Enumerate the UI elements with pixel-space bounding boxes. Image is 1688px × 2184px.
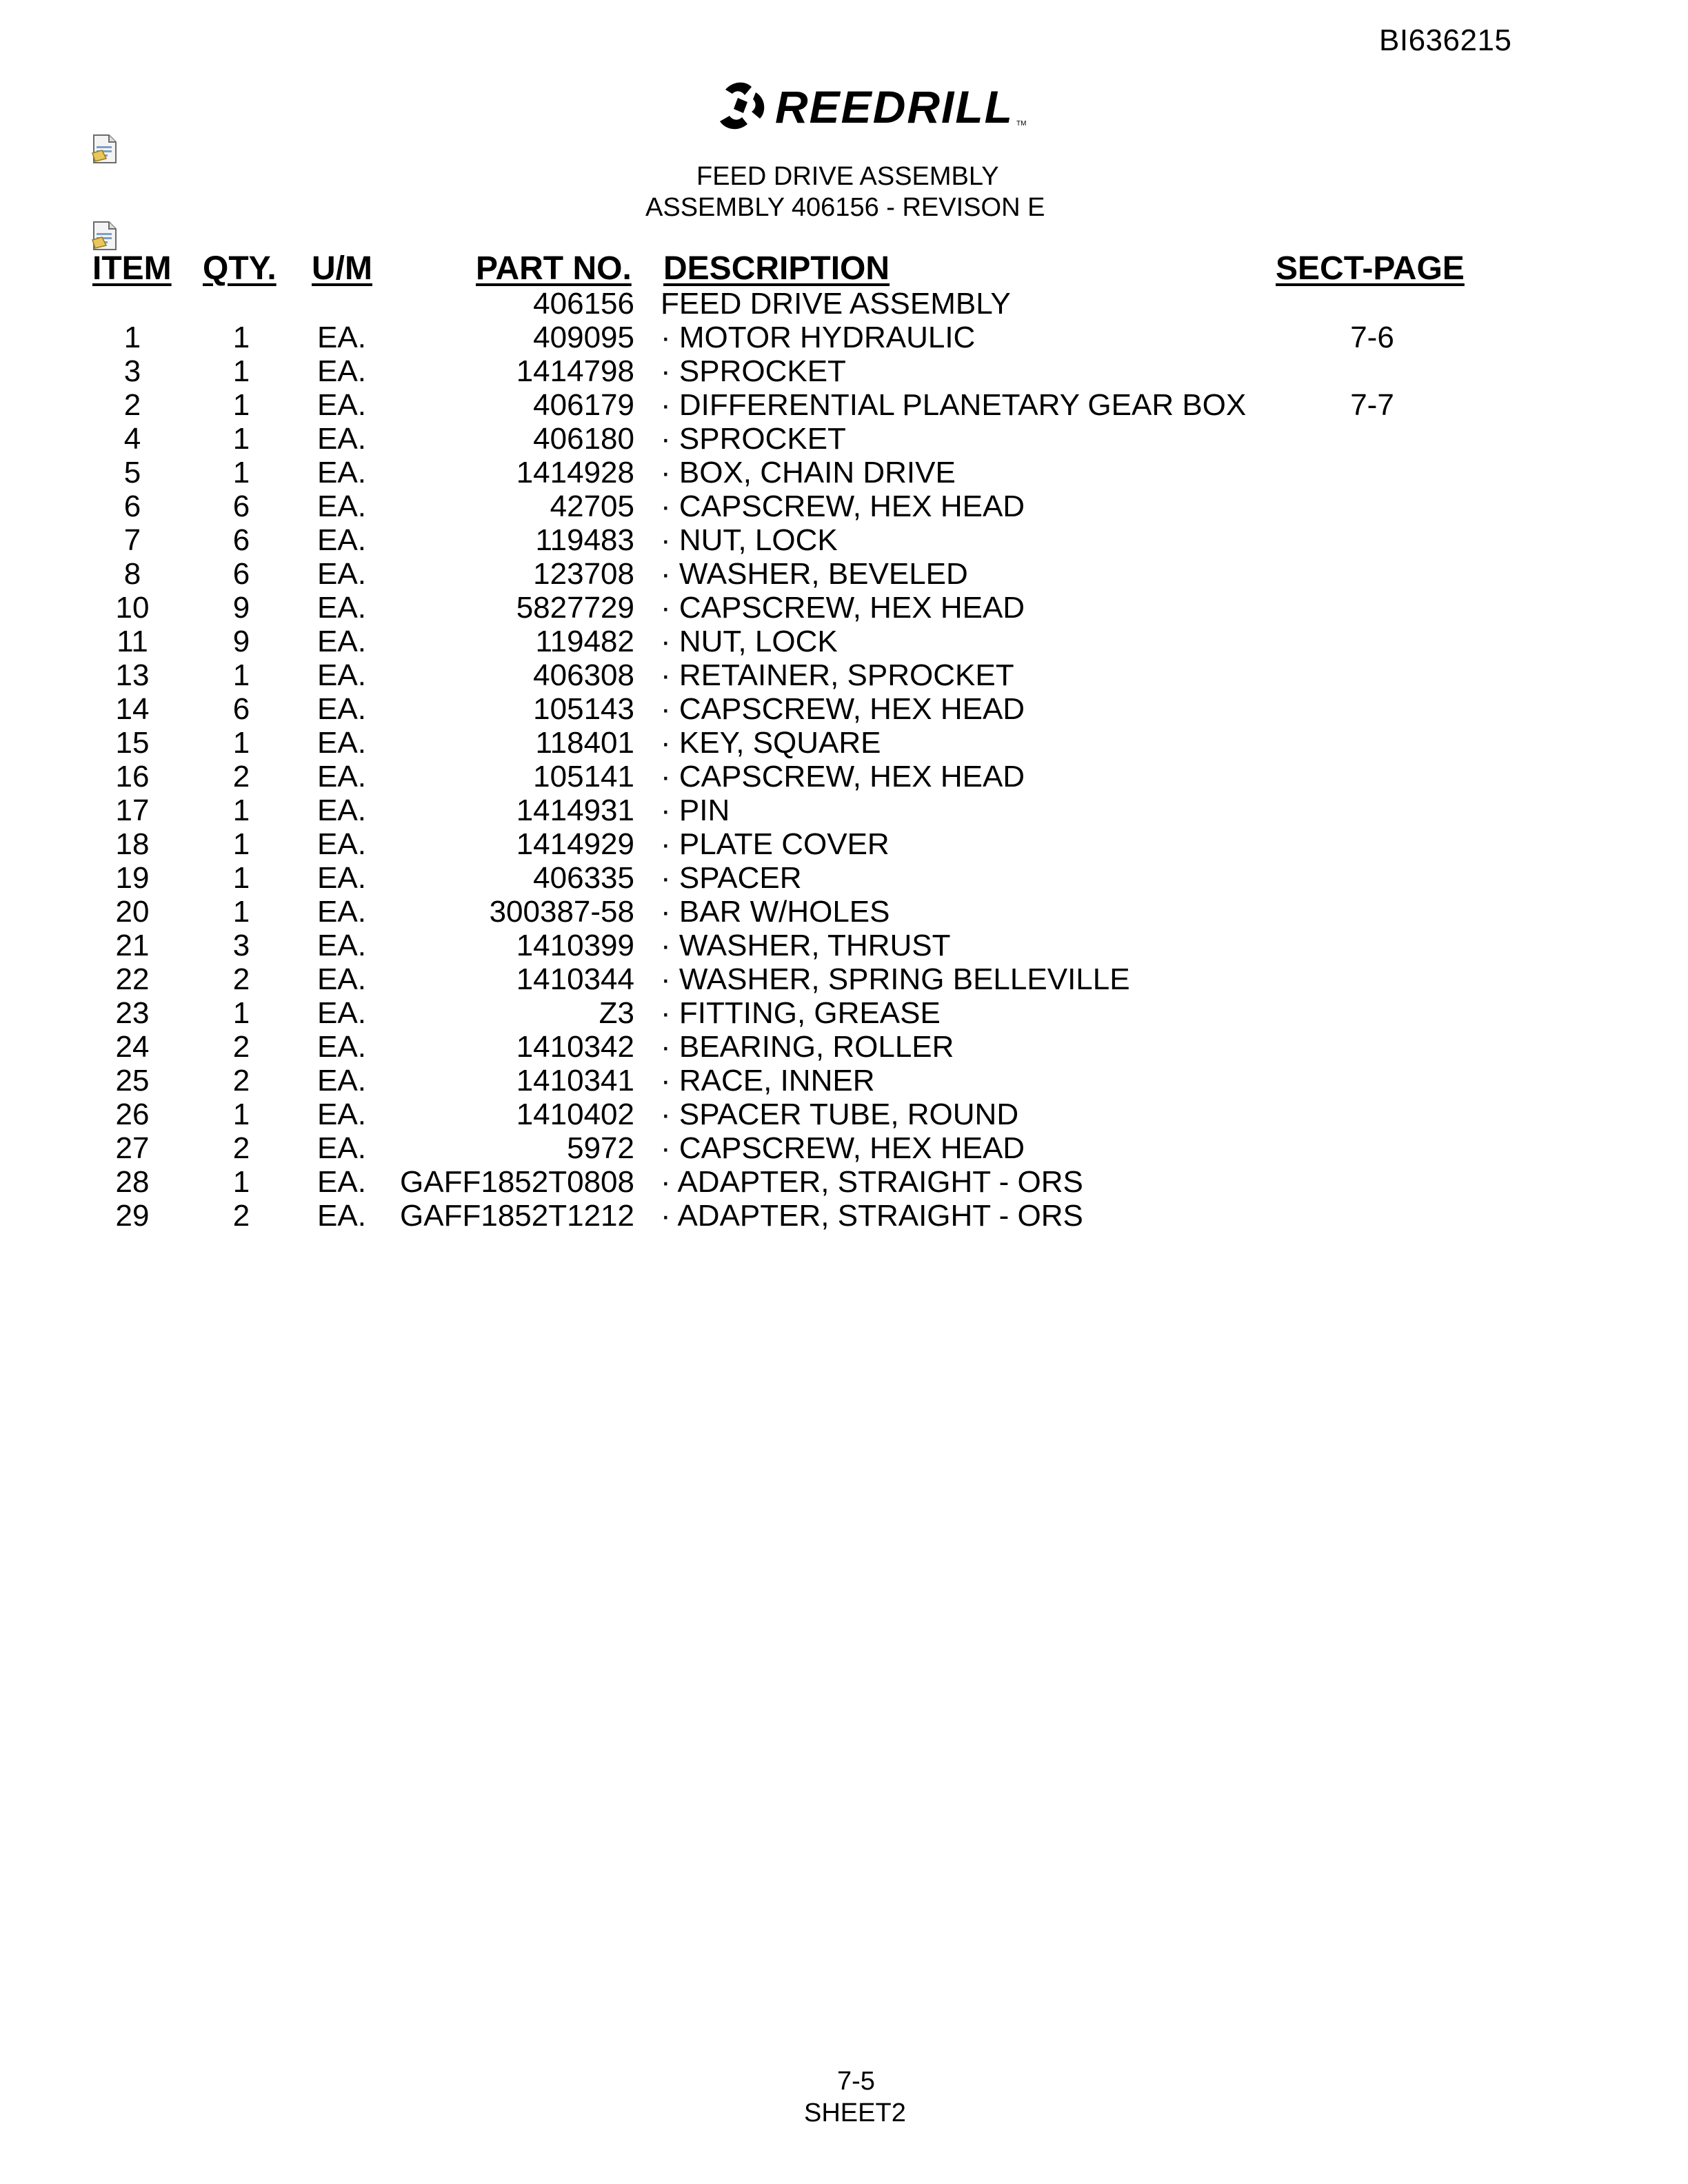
part-number: 1410341 — [516, 1064, 634, 1098]
part-description: · BAR W/HOLES — [661, 895, 890, 929]
table-row — [0, 422, 1688, 456]
quantity: 1 — [232, 321, 250, 354]
header-description: DESCRIPTION — [663, 250, 890, 287]
trademark-mark: TM — [1016, 120, 1027, 128]
table-row — [0, 1165, 1688, 1199]
part-number: 1414928 — [516, 456, 634, 489]
unit-of-measure: EA. — [317, 557, 366, 591]
unit-of-measure: EA. — [317, 929, 366, 962]
table-row — [0, 321, 1688, 354]
part-number: 119482 — [535, 625, 634, 658]
item-number: 3 — [123, 354, 141, 388]
part-number: 406335 — [533, 861, 634, 895]
part-number: 118401 — [535, 726, 634, 760]
table-row — [0, 1098, 1688, 1131]
part-description: · PIN — [661, 793, 730, 827]
unit-of-measure: EA. — [317, 489, 366, 523]
quantity: 1 — [232, 456, 250, 489]
part-description: · SPACER — [661, 861, 802, 895]
part-description: FEED DRIVE ASSEMBLY — [661, 287, 1011, 321]
quantity: 3 — [232, 929, 250, 962]
part-number: 1414929 — [516, 827, 634, 861]
item-number: 18 — [115, 827, 150, 861]
unit-of-measure: EA. — [317, 996, 366, 1030]
quantity: 6 — [232, 489, 250, 523]
quantity: 2 — [232, 1064, 250, 1098]
quantity: 1 — [232, 422, 250, 456]
part-description: · NUT, LOCK — [661, 625, 838, 658]
part-description: · SPACER TUBE, ROUND — [661, 1098, 1019, 1131]
unit-of-measure: EA. — [317, 793, 366, 827]
item-number: 7 — [123, 523, 141, 557]
quantity: 1 — [232, 793, 250, 827]
part-description: · CAPSCREW, HEX HEAD — [661, 692, 1025, 726]
quantity: 2 — [232, 760, 250, 793]
page-footer — [0, 2065, 1688, 2129]
part-description: · RACE, INNER — [661, 1064, 875, 1098]
table-header — [0, 250, 1688, 290]
unit-of-measure: EA. — [317, 523, 366, 557]
sheet-label: SHEET2 — [804, 2099, 906, 2127]
part-description: · WASHER, SPRING BELLEVILLE — [661, 962, 1130, 996]
table-row — [0, 726, 1688, 760]
part-number: 1410399 — [516, 929, 634, 962]
table-row — [0, 489, 1688, 523]
part-description: · WASHER, BEVELED — [661, 557, 968, 591]
item-number: 4 — [123, 422, 141, 456]
item-number: 27 — [115, 1131, 150, 1165]
part-description: · MOTOR HYDRAULIC — [661, 321, 976, 354]
header-sect-page: SECT-PAGE — [1276, 250, 1465, 287]
unit-of-measure: EA. — [317, 354, 366, 388]
item-number: 26 — [115, 1098, 150, 1131]
part-number: 409095 — [533, 321, 634, 354]
part-number: 1414798 — [516, 354, 634, 388]
unit-of-measure: EA. — [317, 760, 366, 793]
item-number: 24 — [115, 1030, 150, 1064]
quantity: 2 — [232, 962, 250, 996]
item-number: 8 — [123, 557, 141, 591]
unit-of-measure: EA. — [317, 726, 366, 760]
item-number: 21 — [115, 929, 150, 962]
table-row — [0, 523, 1688, 557]
quantity: 2 — [232, 1030, 250, 1064]
item-number: 20 — [115, 895, 150, 929]
unit-of-measure: EA. — [317, 422, 366, 456]
item-number: 1 — [123, 321, 141, 354]
table-row — [0, 827, 1688, 861]
quantity: 1 — [232, 388, 250, 422]
quantity: 1 — [232, 895, 250, 929]
part-number: 42705 — [550, 489, 634, 523]
unit-of-measure: EA. — [317, 1165, 366, 1199]
part-number: GAFF1852T0808 — [400, 1165, 634, 1199]
part-description: · ADAPTER, STRAIGHT - ORS — [661, 1199, 1083, 1233]
reedrill-wordmark: REEDRILL — [775, 81, 1014, 132]
header-part-no: PART NO. — [476, 250, 632, 287]
part-number: 1410344 — [516, 962, 634, 996]
table-row — [0, 1030, 1688, 1064]
quantity: 6 — [232, 557, 250, 591]
quantity: 6 — [232, 692, 250, 726]
part-number: 119483 — [535, 523, 634, 557]
section-page: 7-7 — [1350, 388, 1394, 422]
quantity: 1 — [232, 827, 250, 861]
table-row — [0, 929, 1688, 962]
unit-of-measure: EA. — [317, 1199, 366, 1233]
header-qty: QTY. — [203, 250, 277, 287]
part-number: 105143 — [533, 692, 634, 726]
document-id: BI636215 — [1379, 23, 1512, 57]
part-description: · CAPSCREW, HEX HEAD — [661, 591, 1025, 625]
table-row — [0, 760, 1688, 793]
table-row — [0, 388, 1688, 422]
table-row — [0, 456, 1688, 489]
table-row — [0, 658, 1688, 692]
unit-of-measure: EA. — [317, 658, 366, 692]
quantity: 1 — [232, 354, 250, 388]
part-number: 1410342 — [516, 1030, 634, 1064]
unit-of-measure: EA. — [317, 388, 366, 422]
item-number: 2 — [123, 388, 141, 422]
part-description: · WASHER, THRUST — [661, 929, 951, 962]
part-description: · RETAINER, SPROCKET — [661, 658, 1014, 692]
part-description: · PLATE COVER — [661, 827, 890, 861]
title-line-1: FEED DRIVE ASSEMBLY — [696, 162, 999, 191]
part-description: · CAPSCREW, HEX HEAD — [661, 1131, 1025, 1165]
part-description: · SPROCKET — [661, 354, 846, 388]
document-title — [0, 161, 1688, 223]
item-number: 29 — [115, 1199, 150, 1233]
unit-of-measure: EA. — [317, 895, 366, 929]
item-number: 28 — [115, 1165, 150, 1199]
table-row — [0, 793, 1688, 827]
part-number: 105141 — [533, 760, 634, 793]
item-number: 19 — [115, 861, 150, 895]
item-number: 22 — [115, 962, 150, 996]
section-page: 7-6 — [1350, 321, 1394, 354]
quantity: 1 — [232, 1098, 250, 1131]
quantity: 1 — [232, 1165, 250, 1199]
assembly-row — [0, 287, 1688, 321]
unit-of-measure: EA. — [317, 456, 366, 489]
part-number: Z3 — [599, 996, 634, 1030]
table-row — [0, 1064, 1688, 1098]
quantity: 9 — [232, 625, 250, 658]
item-number: 15 — [115, 726, 150, 760]
part-description: · BOX, CHAIN DRIVE — [661, 456, 956, 489]
part-description: · BEARING, ROLLER — [661, 1030, 954, 1064]
item-number: 6 — [123, 489, 141, 523]
title-line-2: ASSEMBLY 406156 - REVISON E — [645, 193, 1045, 222]
table-row — [0, 895, 1688, 929]
unit-of-measure: EA. — [317, 625, 366, 658]
part-number: GAFF1852T1212 — [400, 1199, 634, 1233]
part-description: · CAPSCREW, HEX HEAD — [661, 760, 1025, 793]
unit-of-measure: EA. — [317, 1064, 366, 1098]
part-description: · CAPSCREW, HEX HEAD — [661, 489, 1025, 523]
part-description: · KEY, SQUARE — [661, 726, 881, 760]
quantity: 6 — [232, 523, 250, 557]
unit-of-measure: EA. — [317, 861, 366, 895]
quantity: 2 — [232, 1131, 250, 1165]
quantity: 1 — [232, 861, 250, 895]
quantity: 2 — [232, 1199, 250, 1233]
item-number: 16 — [115, 760, 150, 793]
document-icon[interactable] — [91, 221, 119, 251]
table-row — [0, 354, 1688, 388]
part-description: · ADAPTER, STRAIGHT - ORS — [661, 1165, 1083, 1199]
item-number: 10 — [115, 591, 150, 625]
table-row — [0, 557, 1688, 591]
part-number: 123708 — [533, 557, 634, 591]
table-row — [0, 962, 1688, 996]
reedrill-swirl-icon — [720, 83, 764, 130]
table-row — [0, 692, 1688, 726]
part-description: · FITTING, GREASE — [661, 996, 941, 1030]
item-number: 14 — [115, 692, 150, 726]
page-number: 7-5 — [837, 2067, 875, 2096]
unit-of-measure: EA. — [317, 1098, 366, 1131]
parts-list — [0, 287, 1688, 1233]
table-row — [0, 1199, 1688, 1233]
part-number: 406180 — [533, 422, 634, 456]
quantity: 9 — [232, 591, 250, 625]
item-number: 17 — [115, 793, 150, 827]
header-item: ITEM — [92, 250, 172, 287]
part-description: · SPROCKET — [661, 422, 846, 456]
item-number: 23 — [115, 996, 150, 1030]
table-row — [0, 625, 1688, 658]
unit-of-measure: EA. — [317, 827, 366, 861]
item-number: 5 — [123, 456, 141, 489]
unit-of-measure: EA. — [317, 692, 366, 726]
table-row — [0, 591, 1688, 625]
part-description: · NUT, LOCK — [661, 523, 838, 557]
part-description: · DIFFERENTIAL PLANETARY GEAR BOX — [661, 388, 1247, 422]
quantity: 1 — [232, 726, 250, 760]
unit-of-measure: EA. — [317, 1131, 366, 1165]
unit-of-measure: EA. — [317, 321, 366, 354]
table-row — [0, 1131, 1688, 1165]
document-icon[interactable] — [91, 134, 119, 164]
item-number: 25 — [115, 1064, 150, 1098]
table-row — [0, 861, 1688, 895]
part-number: 1414931 — [516, 793, 634, 827]
quantity: 1 — [232, 658, 250, 692]
part-number: 5827729 — [516, 591, 634, 625]
unit-of-measure: EA. — [317, 591, 366, 625]
part-number: 406179 — [533, 388, 634, 422]
item-number: 13 — [115, 658, 150, 692]
reedrill-logo — [717, 74, 1034, 136]
part-number: 1410402 — [516, 1098, 634, 1131]
part-number: 300387-58 — [489, 895, 634, 929]
item-number: 11 — [117, 625, 148, 658]
header-um: U/M — [312, 250, 372, 287]
unit-of-measure: EA. — [317, 962, 366, 996]
quantity: 1 — [232, 996, 250, 1030]
unit-of-measure: EA. — [317, 1030, 366, 1064]
part-number: 406156 — [533, 287, 634, 321]
part-number: 406308 — [533, 658, 634, 692]
part-number: 5972 — [567, 1131, 634, 1165]
table-row — [0, 996, 1688, 1030]
